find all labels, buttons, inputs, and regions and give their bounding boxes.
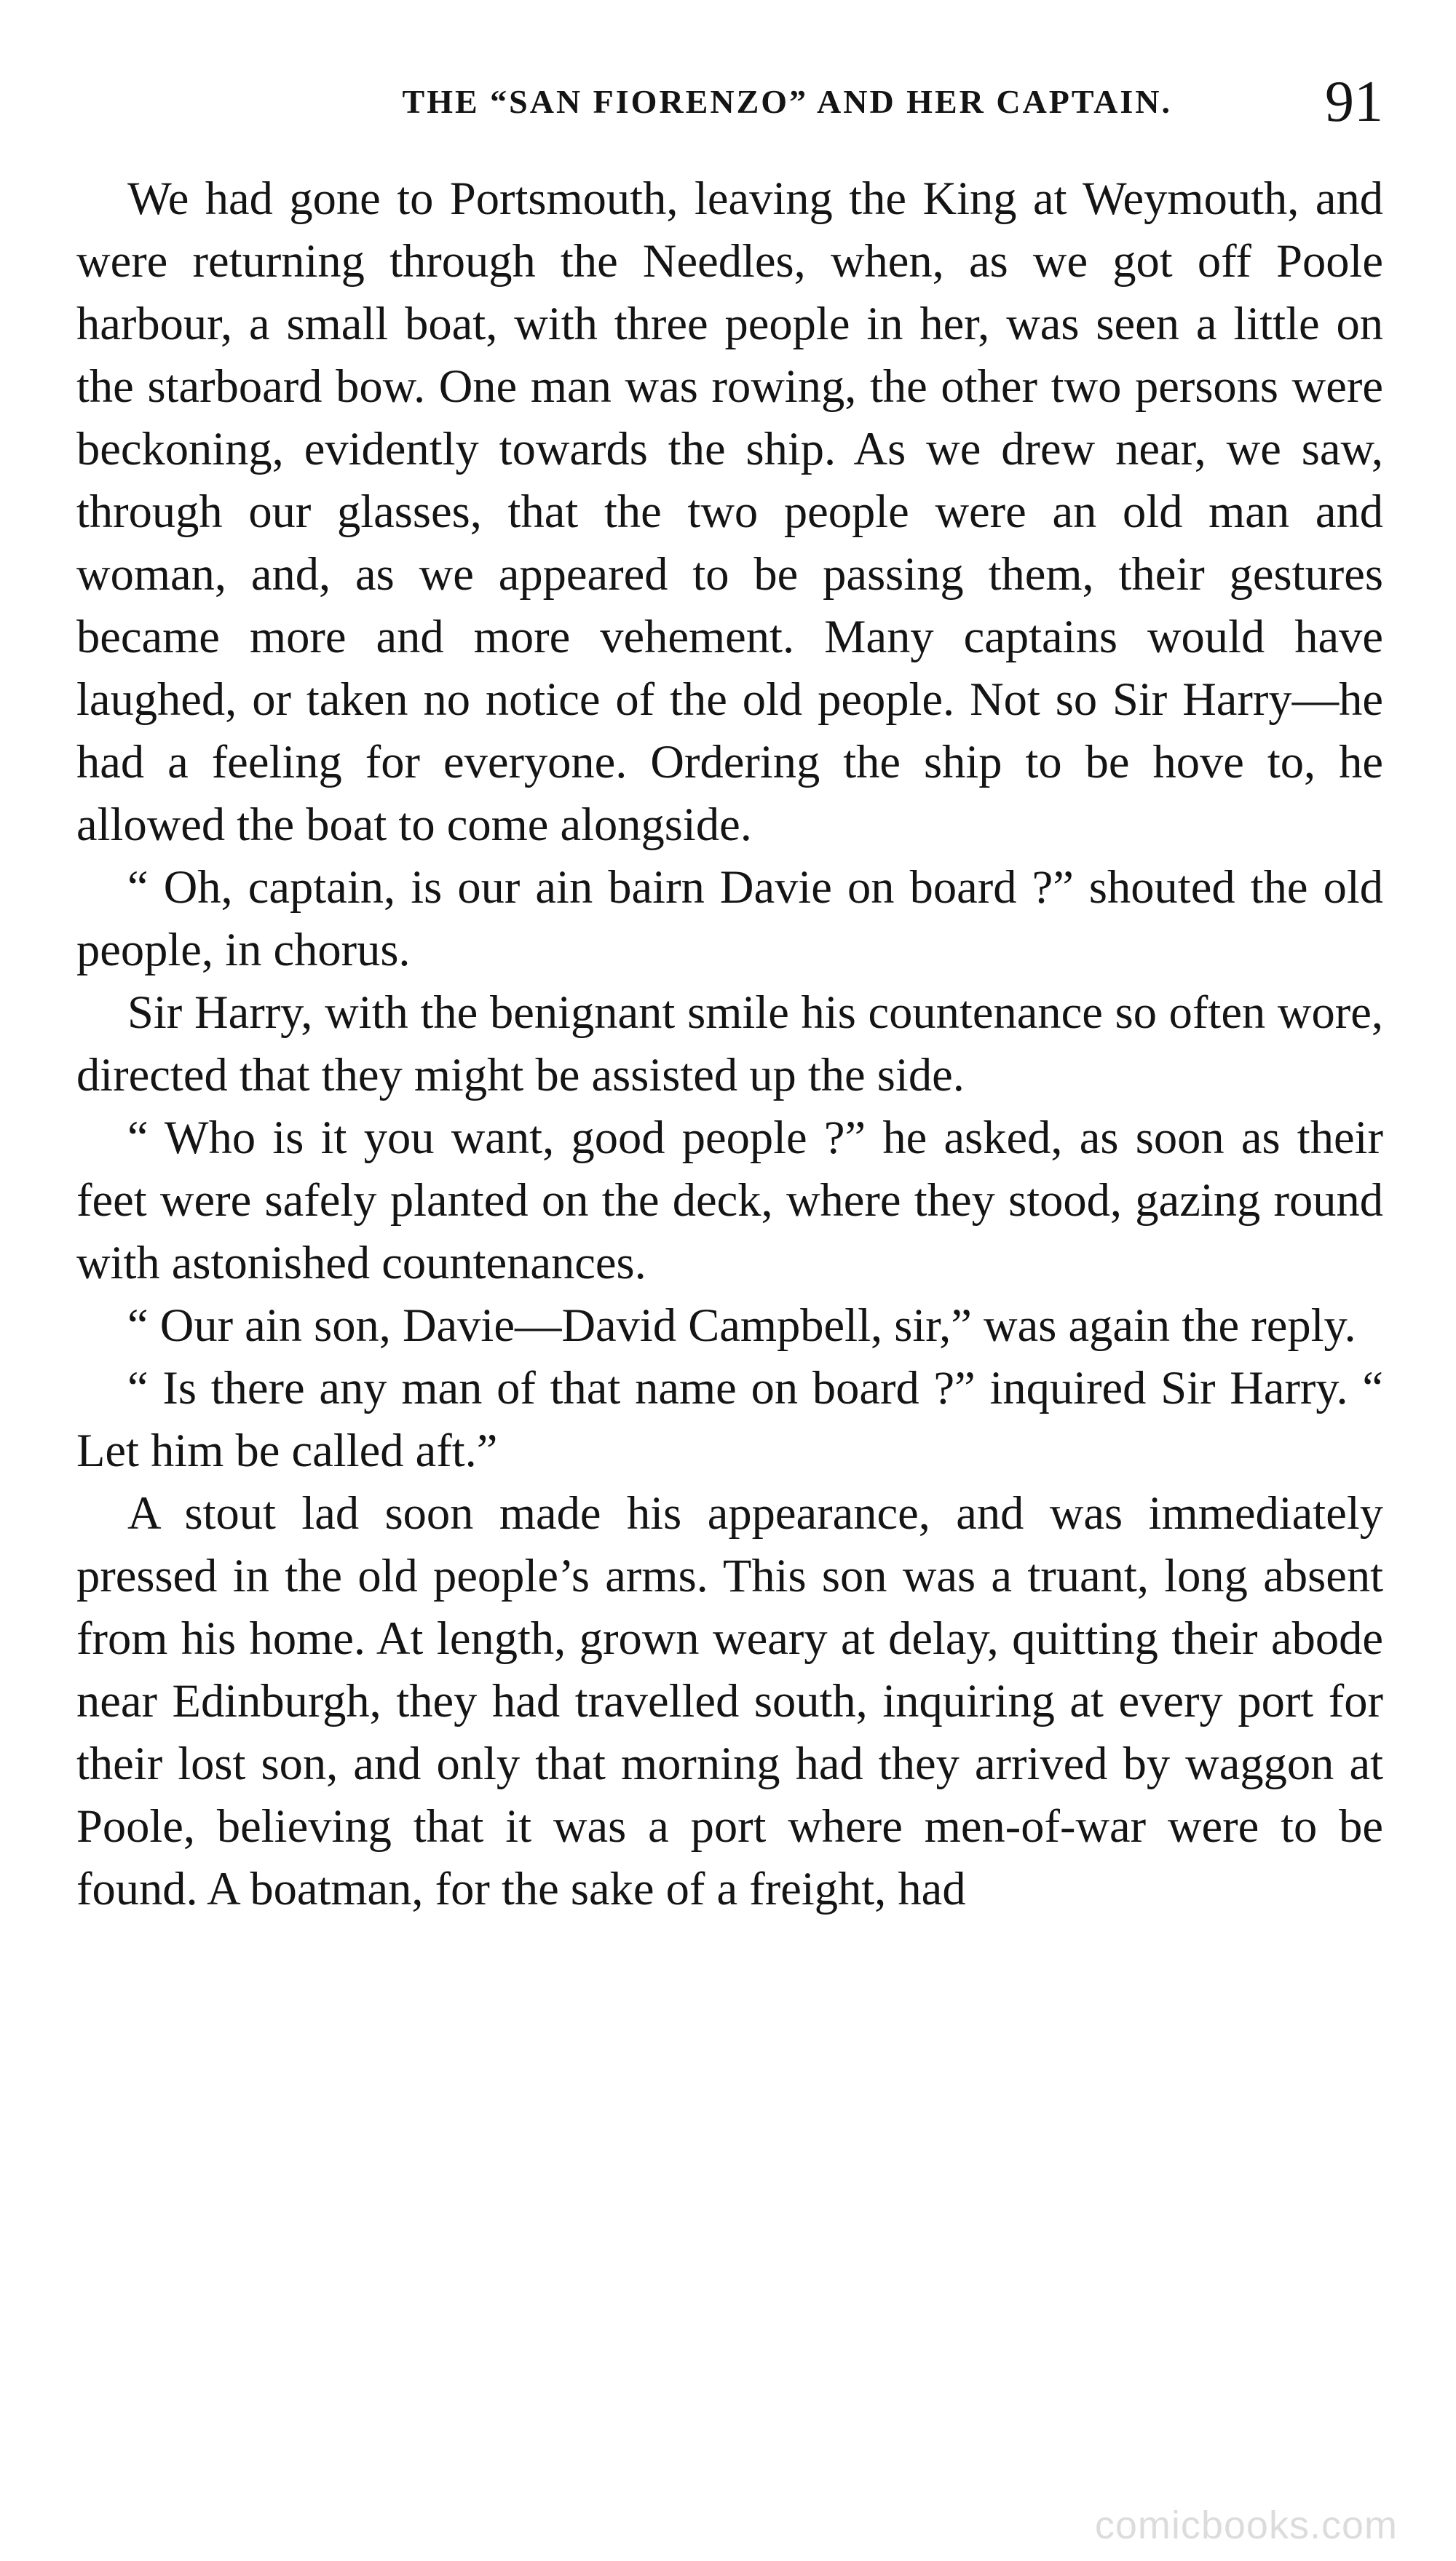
page-header	[0, 69, 1383, 135]
watermark: comicbooks.com	[1094, 2503, 1398, 2547]
body-text	[76, 167, 1383, 1920]
paragraph-5: “ Our ain son, Davie—David Campbell, sir,” was again the reply.	[127, 1299, 1356, 1351]
paragraph-3: Sir Harry, with the benignant smile his countenance so often wore, directed that they might be assisted up the side.	[76, 986, 1383, 1101]
running-head: THE “SAN FIORENZO” AND HER CAPTAIN.	[402, 83, 1172, 120]
paragraph-4: “ Who is it you want, good people ?” he asked, as soon as their feet were safely planted on the deck, where they stood, gazing round with astonished countenances.	[76, 1112, 1383, 1289]
paragraph-2: “ Oh, captain, is our ain bairn Davie on board ?” shouted the old people, in chorus.	[76, 861, 1383, 975]
paragraph-7: A stout lad soon made his appearance, and was immediately pressed in the old people’s arms. This son was a truant, long absent from his home. At length, grown weary at delay, quitting their abode near Edinburgh, they had travelled south, inquiring at every port for their lost son, and only that morning had they arrived by waggon at Poole, believing that it was a port where men-of-war were to be found. A boatman, for the sake of a freight, had	[76, 1487, 1383, 1915]
page-number: 91	[1325, 70, 1383, 134]
paragraph-6: “ Is there any man of that name on board ?” inquired Sir Harry. “ Let him be called aft.”	[76, 1362, 1383, 1476]
paragraph-1: We had gone to Portsmouth, leaving the King at Weymouth, and were returning through the Needles, when, as we got off Poole harbour, a small boat, with three people in her, was seen a little on the starboard bow. One man was rowing, the other two persons were beckoning, evidently towards the ship. As we drew near, we saw, through our glasses, that the two people were an old man and woman, and, as we appeared to be passing them, their gestures became more and more vehement. Many captains would have laughed, or taken no notice of the old people. Not so Sir Harry—he had a feeling for everyone. Ordering the ship to be hove to, he allowed the boat to come alongside.	[76, 173, 1383, 850]
